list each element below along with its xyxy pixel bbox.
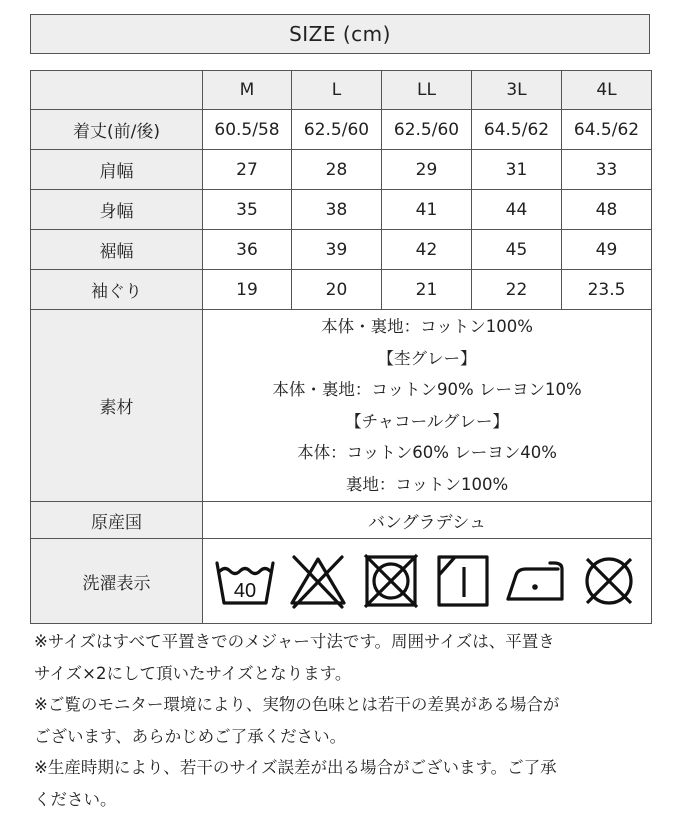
wash-temperature: 40: [234, 580, 257, 602]
size-header-row: [31, 71, 652, 110]
row-label: 身幅: [31, 190, 203, 230]
origin-value: バングラデシュ: [203, 502, 652, 539]
row-label: 袖ぐり: [31, 270, 203, 310]
care-icons-cell: [203, 539, 652, 624]
table-row: [31, 150, 652, 190]
material-line: 【杢グレー】: [377, 348, 477, 368]
no-dry-clean-icon: [577, 549, 641, 613]
table-cell: 27: [203, 150, 292, 190]
table-cell: 62.5/60: [292, 110, 382, 150]
table-cell: 48: [562, 190, 652, 230]
size-title: SIZE (cm): [289, 22, 391, 46]
table-cell: 20: [292, 270, 382, 310]
table-cell: 35: [203, 190, 292, 230]
table-cell: 29: [382, 150, 472, 190]
material-line: 本体・裏地：コットン100%: [321, 317, 533, 336]
wash-40-icon: [213, 549, 277, 613]
drip-dry-shade-icon: [431, 549, 495, 613]
column-header: M: [203, 71, 292, 110]
table-cell: 49: [562, 230, 652, 270]
no-tumble-dry-icon: [359, 549, 423, 613]
table-cell: 64.5/62: [562, 110, 652, 150]
table-cell: 33: [562, 150, 652, 190]
table-cell: 45: [472, 230, 562, 270]
table-cell: 38: [292, 190, 382, 230]
column-header: 3L: [472, 71, 562, 110]
no-bleach-icon: [286, 549, 350, 613]
material-line: 【チャコールグレー】: [345, 411, 509, 431]
table-cell: 22: [472, 270, 562, 310]
table-row: [31, 270, 652, 310]
material-label: 素材: [31, 310, 203, 502]
note-line: ※ご覧のモニター環境により、実物の色味とは若干の差異がある場合が: [34, 695, 560, 715]
table-cell: 19: [203, 270, 292, 310]
column-header: LL: [382, 71, 472, 110]
note-line: サイズ×2にして頂いたサイズとなります。: [34, 663, 352, 683]
notes: [34, 626, 654, 816]
origin-row: [31, 502, 652, 539]
material-cell: [203, 310, 652, 502]
table-cell: 21: [382, 270, 472, 310]
note-line: ※生産時期により、若干のサイズ誤差が出る場合がございます。ご了承: [34, 758, 557, 778]
column-header: L: [292, 71, 382, 110]
material-line: 本体：コットン60% レーヨン40%: [297, 443, 557, 462]
column-header: 4L: [562, 71, 652, 110]
care-label: 洗濯表示: [31, 539, 203, 624]
table-cell: 39: [292, 230, 382, 270]
table-cell: 62.5/60: [382, 110, 472, 150]
table-cell: 31: [472, 150, 562, 190]
iron-low-icon: [504, 549, 568, 613]
size-table: [30, 70, 652, 624]
table-cell: 41: [382, 190, 472, 230]
row-label: 肩幅: [31, 150, 203, 190]
size-header: [30, 14, 650, 54]
table-cell: 64.5/62: [472, 110, 562, 150]
table-cell: 44: [472, 190, 562, 230]
material-line: 本体・裏地：コットン90% レーヨン10%: [272, 380, 582, 399]
table-row: [31, 110, 652, 150]
row-label: 裾幅: [31, 230, 203, 270]
row-label: 着丈(前/後): [31, 110, 203, 150]
note-line: ございます、あらかじめご了承ください。: [34, 726, 347, 746]
table-row: [31, 190, 652, 230]
table-row: [31, 230, 652, 270]
note-line: ※サイズはすべて平置きでのメジャー寸法です。周囲サイズは、平置き: [34, 632, 555, 651]
care-row: [31, 539, 652, 624]
table-cell: 28: [292, 150, 382, 190]
note-line: ください。: [34, 789, 117, 809]
table-cell: 60.5/58: [203, 110, 292, 150]
table-cell: 23.5: [562, 270, 652, 310]
corner-cell: [31, 71, 203, 110]
table-cell: 42: [382, 230, 472, 270]
table-cell: 36: [203, 230, 292, 270]
material-row: [31, 310, 652, 502]
material-line: 裏地：コットン100%: [345, 474, 509, 494]
origin-label: 原産国: [31, 502, 203, 539]
